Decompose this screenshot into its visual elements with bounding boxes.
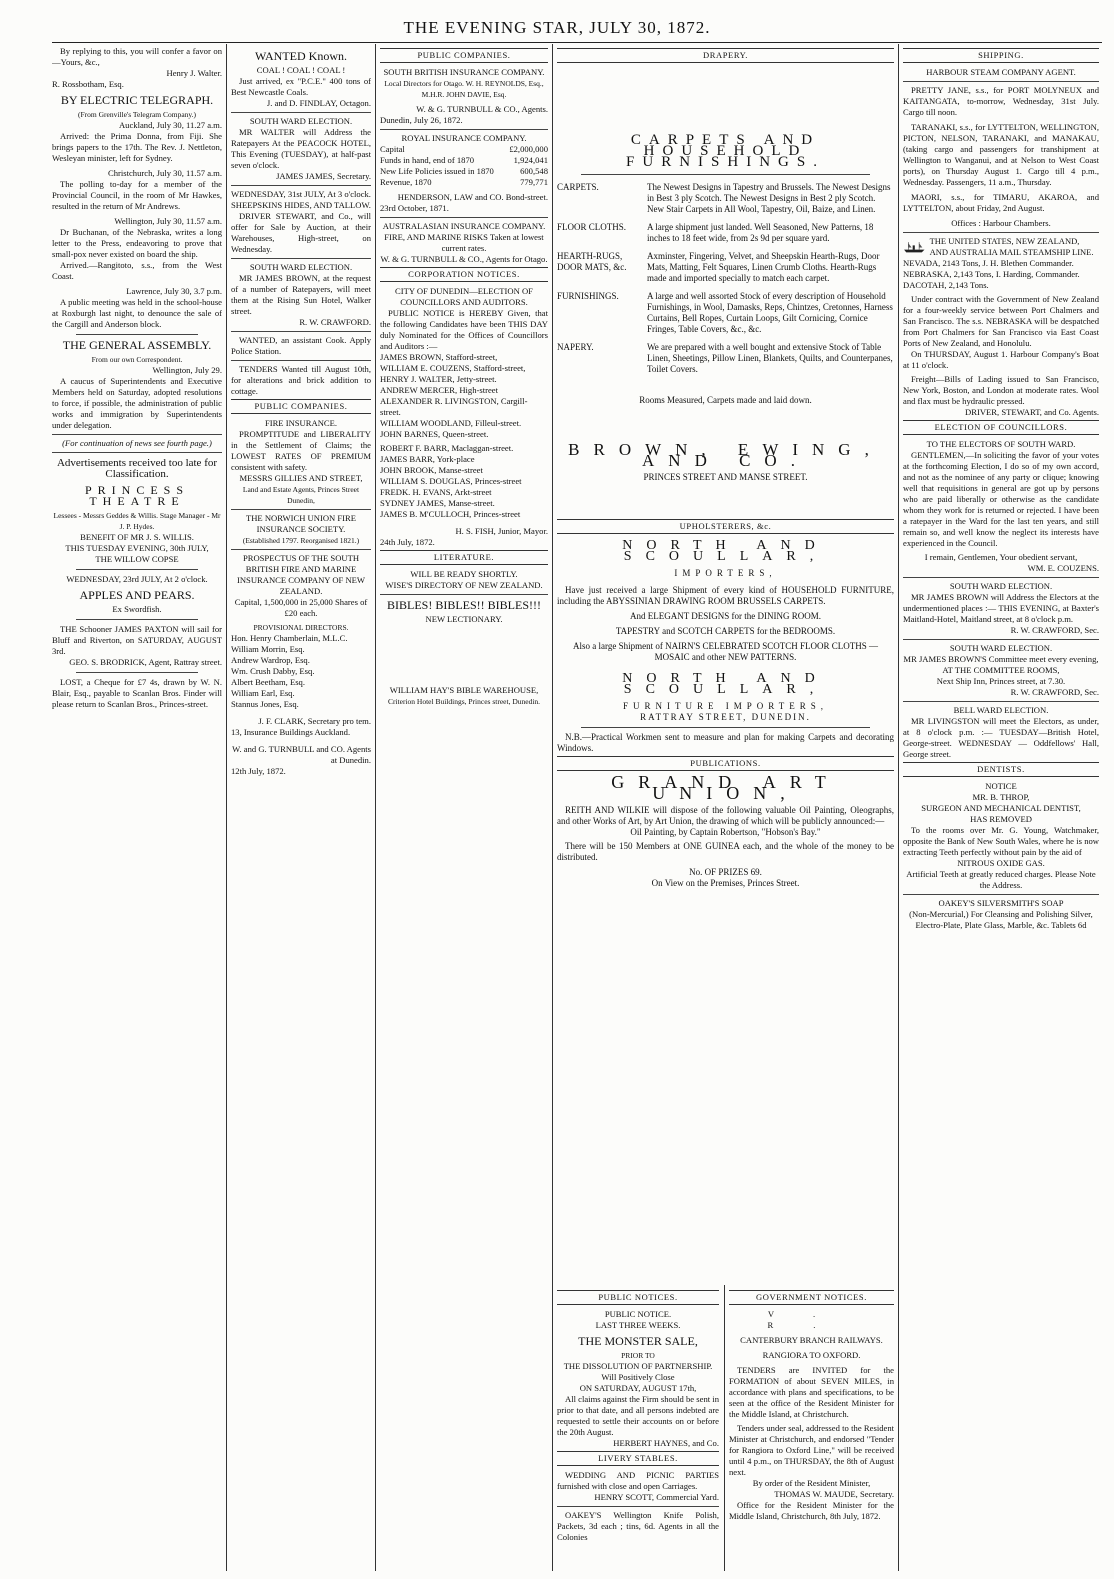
drapery-description: Axminster, Fingering, Velvet, and Sheepskin Hearth-Rugs, Door Mats, Matting, Felt Squares, Linen Crumb Cloths. Hearth-Rugs made and imported specially to match each carpet.	[647, 251, 880, 283]
norwich-heading: THE NORWICH UNION FIRE INSURANCE SOCIETY.	[245, 513, 357, 534]
assembly-news: A caucus of Superintendents and Executive Members held on Saturday, adopted resolutions to force, if possible, the administration of public works and immigration by Superintendents under delegation.	[52, 376, 222, 430]
divider	[76, 569, 198, 570]
divider	[903, 701, 1099, 702]
drapery-category: NAPERY.	[557, 342, 594, 352]
drapery-row	[557, 222, 894, 244]
auditor: ROBERT F. BARR, Maclaggan-street.	[380, 443, 514, 453]
bell-ward-heading: BELL WARD ELECTION.	[953, 705, 1049, 715]
director-name: Andrew Wardrop, Esq.	[231, 655, 310, 665]
christchurch-dateline: Christchurch, July 30, 11.57 a.m.	[107, 168, 222, 178]
oakey-knife-polish: OAKEY'S Wellington Knife Polish, Packets, 3d each ; tins, 6d. Agents in all the Colonies	[557, 1510, 719, 1542]
next-ship-inn: Next Ship Inn, Princes street, at 7.30.	[936, 676, 1066, 686]
north-scoullar-title-2: NORTH AND SCOULLAR,	[622, 671, 829, 697]
divider	[76, 672, 198, 673]
column-6	[903, 46, 1099, 1571]
grand-art-union: GRAND ART UNION,	[611, 772, 840, 803]
haynes-signature: HERBERT HAYNES, and Co.	[613, 1438, 719, 1448]
gillies-heading: MESSRS GILLIES AND STREET,	[239, 473, 363, 483]
director-name: Stannus Jones, Esq.	[231, 699, 299, 709]
secretary-address: 13, Insurance Buildings Auckland.	[231, 727, 351, 737]
office-line: Office for the Resident Minister for the Middle Island, Christchurch, 8th July, 1872.	[729, 1500, 894, 1521]
dentists-section: DENTISTS.	[903, 762, 1099, 777]
literature-section: LITERATURE.	[380, 550, 548, 565]
directors-heading: PROVISIONAL DIRECTORS.	[253, 623, 349, 632]
mail-line-heading	[903, 236, 1099, 258]
royal-row	[380, 144, 548, 155]
masthead-rule	[52, 42, 1102, 43]
south-ward-heading: SOUTH WARD ELECTION.	[249, 116, 353, 126]
art-painting: Oil Painting, by Captain Robertson, "Hobson's Bay."	[630, 827, 821, 837]
public-companies-section: PUBLIC COMPANIES.	[380, 48, 548, 63]
director-name: William Earl, Esq.	[231, 688, 295, 698]
rattray-street: RATTRAY STREET, DUNEDIN.	[640, 712, 811, 722]
vr-mark: V. R.	[767, 1309, 856, 1330]
upholsterers-section: UPHOLSTERERS, &c.	[557, 519, 894, 534]
director-name: William Morrin, Esq.	[231, 644, 305, 654]
candidate: JOHN BARNES, Queen-street.	[380, 429, 489, 439]
couzens-signature: WM. E. COUZENS.	[1027, 563, 1099, 573]
remain-line: I remain, Gentlemen, Your obedient servant,	[924, 552, 1078, 562]
notice-heading: NOTICE	[985, 781, 1017, 791]
pretty-jane-notice: PRETTY JANE, s.s., for PORT MOLYNEUX and KAITANGATA, to-morrow, Wednesday, 31st July. Cargo till noon.	[903, 85, 1099, 117]
royal-row	[380, 177, 548, 188]
nebraska-line: NEBRASKA, 2,143 Tons, I. Harding, Commander.	[903, 269, 1080, 279]
sbi-agents: W. & G. TURNBULL & CO., Agents.	[416, 104, 548, 114]
letter-signature: Henry J. Walter.	[166, 68, 222, 78]
royal-value: 1,924,041	[513, 155, 548, 165]
scott-signature: HENRY SCOTT, Commercial Yard.	[594, 1492, 719, 1502]
drapery-row	[557, 251, 894, 284]
drapery-row	[557, 182, 894, 215]
divider	[380, 129, 548, 130]
nitrous-gas: NITROUS OXIDE GAS.	[957, 858, 1045, 868]
auditor: WILLIAM S. DOUGLAS, Princes-street	[380, 476, 522, 486]
assembly-subheading: From our own Correspondent.	[91, 355, 183, 364]
auditor: SYDNEY JAMES, Manse-street.	[380, 498, 495, 508]
agents-signature: W. and G. TURNBULL and CO. Agents at Dunedin.	[232, 744, 371, 765]
drapery-description: The Newest Designs in Tapestry and Brussels. The Newest Designs in Best 3 ply Scotch. The Newest Designs in Best 2 ply Scotch. New Stair Carpets in All Wool, Tapestry, Oil, Baize, and Linen.	[647, 182, 891, 214]
column-rule	[724, 1285, 725, 1571]
column-1	[52, 46, 222, 1571]
performance-date: THIS TUESDAY EVENING, 30th JULY,	[65, 543, 209, 553]
column-3	[380, 46, 548, 1571]
royal-label: New Life Policies issued in 1870	[380, 166, 494, 176]
maude-signature: THOMAS W. MAUDE, Secretary.	[774, 1489, 894, 1499]
tenders-text-2: Tenders under seal, addressed to the Resident Minister at Christchurch, and endorsed "Tender for Rangiora to Oxford Line," will be received until 4 p.m., on THURSDAY, the 8th of August next.	[729, 1423, 894, 1477]
bedroom-line: TAPESTRY and SCOTCH CARPETS for the BEDROOMS.	[615, 626, 836, 636]
divider	[903, 232, 1099, 233]
column-rule	[898, 44, 899, 1571]
auditor: JAMES B. M'CULLOCH, Princes-street	[380, 509, 521, 519]
brown-meetings: MR JAMES BROWN will Address the Electors at the undermentioned places :— THIS EVENING, at Baxter's Maitland-Hotel, Maitland street, at 8 o'clock p.m.	[903, 592, 1099, 624]
sheepskins-heading: SHEEPSKINS HIDES, AND TALLOW.	[231, 200, 371, 210]
auckland-news: Arrived: the Prima Donna, from Fiji. She brings papers to the 17th. The Rev. J. Nettleton, Wesleyan minister, left for Sydney.	[52, 131, 222, 163]
australasian-agents: W. & G. TURNBULL & CO., Agents for Otago.	[380, 254, 548, 264]
driver-notice: DRIVER STEWART, and Co., will offer for Sale by Auction, at their Warehouses, High-street, on Wednesday.	[231, 211, 371, 254]
drapery-description: A large shipment just landed. Well Seasoned, New Patterns, 18 inches to 18 feet wide, from 2s 9d per square yard.	[647, 222, 874, 243]
theatre-title: PRINCESS THEATRE	[84, 483, 190, 508]
art-union-text: REITH AND WILKIE will dispose of the following valuable Oil Painting, Oleographs, and other Works of Art, by Art Union, the drawing of which will be publicly announced:—	[557, 805, 894, 826]
divider	[231, 509, 371, 510]
ready-shortly: WILL BE READY SHORTLY.	[410, 569, 518, 579]
norwich-established: (Established 1797. Reorganised 1821.)	[242, 536, 360, 545]
prospectus-date: 12th July, 1872.	[231, 766, 286, 776]
harbour-offices: Offices : Harbour Chambers.	[951, 218, 1051, 228]
fire-insurance-text: PROMPTITUDE and LIBERALITY in the Settlement of Claims; the LOWEST RATES OF PREMIUM consistent with safety.	[231, 429, 371, 472]
divider	[557, 1506, 719, 1507]
lawrence-news: A public meeting was held in the school-house at Roxburgh last night, to denounce the sale of the Cargill and Anderson block.	[52, 297, 222, 329]
wellington-dateline: Wellington, July 30, 11.57 a.m.	[114, 216, 222, 226]
freight-text: Freight—Bills of Lading issued to San Francisco, New York, Boston, and London at moderate rates. Wool and flax must be hydraulic pressed.	[903, 374, 1099, 406]
corporation-notices-section: CORPORATION NOTICES.	[380, 267, 548, 282]
candidate: HENRY J. WALTER, Jetty-street.	[380, 374, 497, 384]
driver-agents: DRIVER, STEWART, and Co. Agents.	[965, 407, 1099, 417]
divider	[380, 217, 548, 218]
director-name: Albert Beetham, Esq.	[231, 677, 305, 687]
dacotah-line: DACOTAH, 2,143 Tons.	[903, 280, 989, 290]
royal-value: 600,548	[520, 166, 548, 176]
last-weeks: LAST THREE WEEKS.	[595, 1320, 681, 1330]
letter-recipient: R. Rossbotham, Esq.	[52, 79, 124, 89]
drapery-description: A large and well assorted Stock of every description of Household Furnishings, in Wool, Damasks, Reps, Chintzes, Cretonnes, Harness Curtains, Bell Ropes, Curtain Loops, Gilt Cornicing, Cornice Fringes, Table Covers, &c., &c.	[647, 291, 893, 334]
continuation-note: (For continuation of news see fourth page.)	[62, 438, 212, 448]
theatre-lessees: Lessees - Messrs Geddes & Willis. Stage Manager - Mr J. P. Hydes.	[53, 511, 221, 531]
play-title: THE WILLOW COPSE	[95, 554, 179, 564]
divider	[76, 334, 198, 335]
royal-row	[380, 155, 548, 166]
rooms-measured: Rooms Measured, Carpets made and laid down.	[639, 395, 812, 405]
royal-row	[380, 166, 548, 177]
letter-ending: By replying to this, you will confer a favor on—Yours, &c.,	[52, 46, 222, 67]
lawrence-dateline: Lawrence, July 30, 3.7 p.m.	[126, 286, 222, 296]
benefit-line: BENEFIT OF MR J. S. WILLIS.	[80, 532, 194, 542]
lectionary-heading: NEW LECTIONARY.	[425, 614, 503, 624]
public-notices-block	[557, 1288, 719, 1571]
livingston-notice: MR LIVINGSTON will meet the Electors, as under, at 8 o'clock p.m. :— TUESDAY—British Hotel, George-street. WEDNESDAY — Oddfellows' Hall, George street.	[903, 716, 1099, 759]
drapery-description: We are prepared with a well bought and extensive Stock of Table Linen, Sheetings, Pillow Linen, Blankets, Quilts, and Counterpanes, Toilet Covers.	[647, 342, 893, 374]
committee-line: MR JAMES BROWN'S Committee meet every evening,	[903, 654, 1099, 664]
brown-ewing-firm: BROWN, EWING, AND CO.	[568, 440, 883, 470]
drapery-row	[557, 342, 894, 375]
drapery-category: FURNISHINGS.	[557, 291, 619, 301]
director-name: Hon. Henry Chamberlain, M.L.C.	[231, 633, 348, 643]
auditor: FREDK. H. EVANS, Arkt-street	[380, 487, 492, 497]
divider	[231, 258, 371, 259]
crawford-signature: R. W. CRAWFORD, Sec.	[1010, 625, 1099, 635]
royal-label: Capital	[380, 144, 405, 154]
royal-value: £2,000,000	[509, 144, 548, 154]
telegraph-heading: BY ELECTRIC TELEGRAPH.	[60, 93, 214, 107]
assembly-dateline: Wellington, July 29.	[152, 365, 222, 375]
city-election-heading: CITY OF DUNEDIN—ELECTION OF COUNCILLORS AND AUDITORS.	[395, 286, 533, 307]
bible-warehouse: WILLIAM HAY'S BIBLE WAREHOUSE,	[389, 685, 539, 695]
carpets-title: CARPETS AND HOUSEHOLD FURNISHINGS.	[626, 132, 825, 170]
candidate: JAMES BROWN, Stafford-street,	[380, 352, 498, 362]
divider	[903, 81, 1099, 82]
auditor: JOHN BROOK, Manse-street	[380, 465, 483, 475]
coal-heading: COAL ! COAL ! COAL !	[256, 65, 346, 75]
divider	[231, 112, 371, 113]
removed-heading: HAS REMOVED	[970, 814, 1032, 824]
arrived-line: Arrived.—Rangitoto, s.s., from the West Coast.	[52, 260, 222, 281]
livery-stables-section: LIVERY STABLES.	[557, 1451, 719, 1466]
divider	[903, 639, 1099, 640]
auckland-dateline: Auckland, July 30, 11.27 a.m.	[118, 120, 222, 130]
wellington-news: Dr Buchanan, of the Nebraska, writes a long letter to the Press, endeavoring to prove that small-pox never existed on board the ship.	[52, 227, 222, 259]
auction-date: WEDNESDAY, 31st JULY, At 3 o'clock.	[231, 189, 371, 199]
australasian-heading: AUSTRALASIAN INSURANCE COMPANY.	[382, 221, 546, 231]
auditor: JAMES BARR, York-place	[380, 454, 475, 464]
candidate: WILLIAM WOODLAND, Filleul-street.	[380, 418, 522, 428]
drapery-row	[557, 291, 894, 335]
gillies-sub: Land and Estate Agents, Princes Street Dunedin,	[242, 485, 360, 505]
walter-notice: MR WALTER will Address the Ratepayers At the PEACOCK HOTEL, This Evening (TUESDAY), at half-past seven o'clock.	[231, 127, 371, 170]
wanted-cook: WANTED, an assistant Cook. Apply Police Station.	[231, 335, 371, 356]
bible-warehouse-address: Criterion Hotel Buildings, Princes street, Dunedin.	[387, 697, 541, 706]
tenders-text: TENDERS are INVITED for the FORMATION of about SEVEN MILES, in accordance with plans and specifications, to be seen at the office of the Resident Minister for the Middle Island, at Christchurch.	[729, 1365, 894, 1419]
divider	[903, 894, 1099, 895]
telegraph-source: (From Grenville's Telegram Company.)	[77, 110, 197, 119]
royal-label: Funds in hand, end of 1870	[380, 155, 475, 165]
brown-ewing-address: PRINCES STREET AND MANSE STREET.	[643, 472, 808, 482]
coal-text: Just arrived, ex "P.C.E." 400 tons of Best Newcastle Coals.	[231, 76, 371, 97]
divider	[903, 577, 1099, 578]
committee-rooms: AT THE COMMITTEE ROOMS,	[942, 665, 1060, 675]
column-rule	[552, 44, 553, 1571]
apples-heading: APPLES AND PEARS.	[79, 588, 195, 602]
drapery-section: DRAPERY.	[557, 48, 894, 63]
divider	[581, 174, 870, 175]
lost-cheque-notice: LOST, a Cheque for £7 4s, drawn by W. N. Blair, Esq., payable to Scanlan Bros. Finder will please return to Scanlan Bros., Princes-street.	[52, 677, 222, 709]
column-rule	[226, 44, 227, 1571]
artificial-teeth: Artificial Teeth at greatly reduced charges. Please Note the Address.	[906, 869, 1096, 890]
crawford-signature-2: R. W. CRAWFORD, Sec.	[1010, 687, 1099, 697]
wedding-notice: WEDDING AND PICNIC PARTIES furnished with close and open Carriages.	[557, 1470, 719, 1491]
oakey-soap-heading: OAKEY'S SILVERSMITH'S SOAP	[938, 898, 1064, 908]
mail-line-title: THE UNITED STATES, NEW ZEALAND, AND AUSTRALIA MAIL STEAMSHIP LINE.	[929, 236, 1094, 257]
mayor-date: 24th July, 1872.	[380, 537, 435, 547]
schooner-notice: THE Schooner JAMES PAXTON will sail for Bluff and Riverton, on SATURDAY, AUGUST 3rd.	[52, 624, 222, 656]
coal-signature: J. and D. FINDLAY, Octagon.	[266, 98, 371, 108]
art-view: On View on the Premises, Princes Street.	[651, 878, 800, 888]
removed-text: To the rooms over Mr. G. Young, Watchmaker, opposite the Bank of New South Wales, where he is now extracting Teeth perfectly without pain by the aid of	[903, 825, 1099, 857]
divider	[231, 331, 371, 332]
candidate: WILLIAM E. COUZENS, Stafford-street,	[380, 363, 526, 373]
nomination-notice: PUBLIC NOTICE is HEREBY Given, that the following Candidates have been THIS DAY duly Nominated for the Offices of Councillors and Auditors :—	[380, 308, 548, 351]
drapery-category: HEARTH-RUGS, DOOR MATS, &c.	[557, 251, 627, 272]
royal-label: Revenue, 1870	[380, 177, 432, 187]
public-notice-heading: PUBLIC NOTICE.	[604, 1309, 672, 1319]
secretary-signature: J. F. CLARK, Secretary pro tem.	[258, 716, 371, 726]
sbi-date: Dunedin, July 26, 1872.	[380, 115, 463, 125]
divider	[52, 434, 222, 435]
mail-text: Under contract with the Government of New Zealand for a four-weekly service between Port Chalmers and San Francisco. The s.s. NEBRASKA will be despatched from Port Chalmers for San Francisco via East Coast Ports of New Zealand, and Honolulu.	[903, 294, 1099, 348]
steamship-icon	[903, 236, 926, 258]
harbour-steam-heading: HARBOUR STEAM COMPANY AGENT.	[926, 67, 1076, 77]
assembly-heading: THE GENERAL ASSEMBLY.	[62, 338, 212, 352]
divider	[231, 549, 371, 550]
candidate: ANDREW MERCER, High-street	[380, 385, 498, 395]
sale-date: WEDNESDAY, 23rd JULY, At 2 o'clock.	[66, 574, 208, 584]
divider	[380, 594, 548, 595]
prospectus-heading: PROSPECTUS OF THE SOUTH BRITISH FIRE AND MARINE INSURANCE COMPANY OF NEW ZEALAND.	[236, 553, 366, 596]
local-directors: Local Directors for Otago. W. H. REYNOLDS, Esq., M.H.R. JOHN DAVIE, Esq.	[384, 79, 544, 99]
walter-secretary: JAMES JAMES, Secretary.	[276, 171, 371, 181]
dining-room-line: And ELEGANT DESIGNS for the DINING ROOM.	[629, 611, 822, 621]
oakey-soap-text: (Non-Mercurial,) For Cleansing and Polishing Silver, Electro-Plate, Plate Glass, Marble, &c. Tablets 6d	[909, 909, 1093, 930]
nairn-line: Also a large Shipment of NAIRN'S CELEBRATED SCOTCH FLOOR CLOTHS — MOSAIC and other NEW PATTERNS.	[573, 641, 878, 662]
capital-line: Capital, 1,500,000 in 25,000 Shares of £20 each.	[234, 597, 368, 618]
nevada-line: NEVADA, 2143 Tons, J. H. Blethen Commander.	[903, 258, 1074, 268]
schooner-agent: GEO. S. BRODRICK, Agent, Rattray street.	[69, 657, 222, 667]
public-notices-section: PUBLIC NOTICES.	[557, 1290, 719, 1305]
taranaki-notice: TARANAKI, s.s., for LYTTELTON, WELLINGTON, PICTON, NELSON, TARANAKI, and MANAKAU, (taking cargo and passengers for transhipment at Wellington to Wanganui, and at Nelson to West Coast ports), on Thursday August 1. Cargo till 4 p.m., Wednesday. Passengers, 11 a.m., Thursday.	[903, 122, 1099, 187]
furniture-importers: FURNITURE IMPORTERS,	[623, 701, 828, 711]
publications-section: PUBLICATIONS.	[557, 756, 894, 771]
close-line: Will Positively Close	[601, 1372, 675, 1382]
divider	[231, 185, 371, 186]
south-ward-heading: SOUTH WARD ELECTION.	[949, 581, 1053, 591]
henderson-agents: HENDERSON, LAW and CO. Bond-street.	[397, 192, 548, 202]
sbi-heading: SOUTH BRITISH INSURANCE COMPANY.	[383, 67, 545, 77]
electors-heading: TO THE ELECTORS OF SOUTH WARD.	[926, 439, 1076, 449]
public-companies-section: PUBLIC COMPANIES.	[231, 399, 371, 414]
south-ward-heading-2: SOUTH WARD ELECTION.	[249, 262, 353, 272]
brown-signature: R. W. CRAWFORD.	[299, 317, 371, 327]
divider	[76, 619, 198, 620]
divider	[52, 452, 222, 453]
couzens-address: GENTLEMEN,—In soliciting the favor of your votes at the forthcoming Election, I do so of my own accord, and not as the nominee of any party or clique; knowing well that requisitions in general are got up by persons who are paid liberally or otherwise as the candidate whom they work for is returned or rejected. I have been a ratepayer in the Ward for the last ten years, and still remain so, and well know the neglect its interests have experienced in the Council.	[903, 450, 1099, 548]
fire-insurance-heading: FIRE INSURANCE.	[264, 418, 338, 428]
shipping-section: SHIPPING.	[903, 48, 1099, 63]
late-ads-heading: Advertisements received too late for Classification.	[56, 457, 218, 480]
workmen-note: N.B.—Practical Workmen sent to measure and plan for making Carpets and decorating Windows.	[557, 732, 894, 753]
thursday-line: On THURSDAY, August 1. Harbour Company's Boat at 11 o'clock.	[903, 349, 1099, 370]
dissolution-heading: THE DISSOLUTION OF PARTNERSHIP.	[563, 1361, 713, 1371]
column-2	[231, 46, 371, 1571]
column-rule	[375, 44, 376, 1571]
rangiora-heading: RANGIORA TO OXFORD.	[762, 1350, 861, 1360]
bibles-heading: BIBLES! BIBLES!! BIBLES!!!	[387, 598, 541, 612]
government-notices-block	[729, 1288, 894, 1571]
prior-to: PRIOR TO	[621, 1351, 655, 1360]
fire-marine-risks: FIRE, AND MARINE RISKS Taken at lowest current rates.	[384, 232, 544, 253]
art-prizes: No. OF PRIZES 69.	[689, 867, 762, 877]
surgeon-title: SURGEON AND MECHANICAL DENTIST,	[921, 803, 1081, 813]
royal-value: 779,771	[520, 177, 548, 187]
drapery-category: CARPETS.	[557, 182, 599, 192]
election-section: ELECTION OF COUNCILLORS.	[903, 420, 1099, 435]
south-ward-heading-2: SOUTH WARD ELECTION.	[949, 643, 1053, 653]
apples-sub: Ex Swordfish.	[112, 604, 162, 614]
north-scoullar-title: NORTH AND SCOULLAR,	[622, 538, 829, 564]
close-date: ON SATURDAY, AUGUST 17th,	[579, 1383, 697, 1393]
royal-heading: ROYAL INSURANCE COMPANY.	[401, 133, 527, 143]
throp-name: MR. B. THROP,	[972, 792, 1030, 802]
christchurch-news: The polling to-day for a member of the Provincial Council, in the room of Mr Hawkes, resulted in the return of Mr Andrews.	[52, 179, 222, 211]
canterbury-heading: CANTERBURY BRANCH RAILWAYS.	[740, 1335, 883, 1345]
divider	[581, 727, 870, 728]
director-name: Wm. Crush Dabby, Esq.	[231, 666, 315, 676]
henderson-date: 23rd October, 1871.	[380, 203, 449, 213]
masthead: THE EVENING STAR, JULY 30, 1872.	[403, 18, 711, 37]
tenders-notice: TENDERS Wanted till August 10th, for alterations and brick addition to cottage.	[231, 364, 371, 396]
monster-sale: THE MONSTER SALE,	[578, 1334, 698, 1348]
art-members: There will be 150 Members at ONE GUINEA each, and the whole of the money to be distributed.	[557, 841, 894, 862]
wise-directory: WISE'S DIRECTORY OF NEW ZEALAND.	[385, 580, 543, 590]
divider	[231, 360, 371, 361]
mayor-signature: H. S. FISH, Junior, Mayor.	[455, 526, 548, 536]
claims-text: All claims against the Firm should be sent in prior to that date, and all persons indebted are requested to settle their accounts on or before the 20th August.	[557, 1394, 719, 1437]
candidate: ALEXANDER R. LIVINGSTON, Cargill-street.	[380, 396, 528, 417]
drapery-category: FLOOR CLOTHS.	[557, 222, 627, 232]
importers-title: IMPORTERS,	[674, 568, 777, 578]
maori-notice: MAORI, s.s., for TIMARU, AKAROA, and LYTTELTON, about Friday, 2nd August.	[903, 192, 1099, 213]
government-notices-section: GOVERNMENT NOTICES.	[729, 1290, 894, 1305]
order-line: By order of the Resident Minister,	[752, 1478, 871, 1488]
brown-notice: MR JAMES BROWN, at the request of a number of Ratepayers, will meet them at the Rising Sun Hotel, Walker street.	[231, 273, 371, 316]
wanted-known: WANTED Known.	[255, 49, 347, 63]
north-scoullar-text: Have just received a large Shipment of every kind of HOUSEHOLD FURNITURE, including the ABYSSINIAN DRAWING ROOM BRUSSELS CARPETS.	[557, 585, 894, 606]
